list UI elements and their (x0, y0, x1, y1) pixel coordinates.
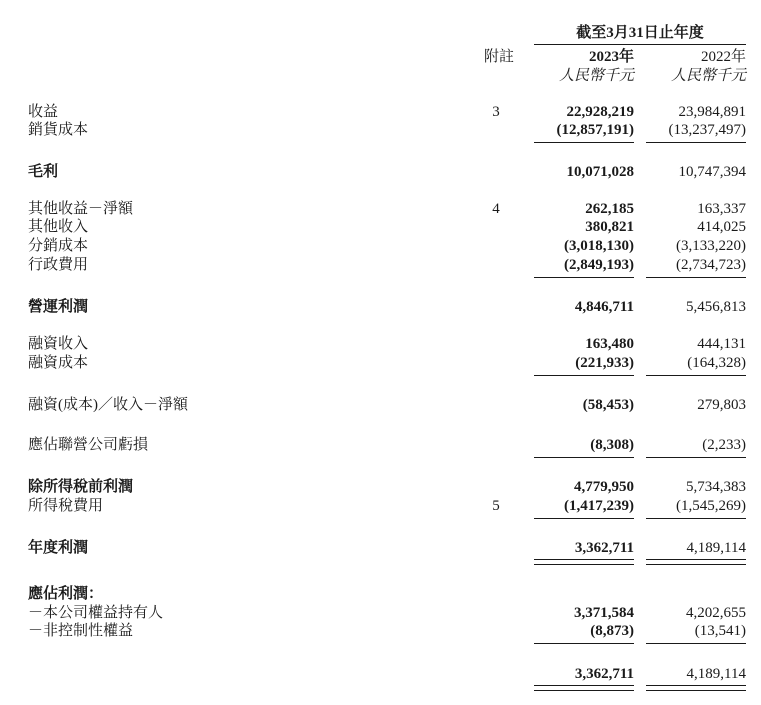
value-prior-nci: (13,541) (694, 623, 746, 639)
row-label-finance-net: 融資(成本)／收入－淨額 (28, 397, 188, 413)
value-prior-operating-profit: 5,456,813 (686, 299, 746, 315)
value-current-tax: (1,417,239) (564, 498, 634, 514)
value-current-admin: (2,849,193) (564, 257, 634, 273)
value-current-owners: 3,371,584 (574, 605, 634, 621)
value-prior-pbt: 5,734,383 (686, 479, 746, 495)
value-prior-admin: (2,734,723) (676, 257, 746, 273)
subtotal-rule-prior (646, 277, 746, 278)
row-label-finance-costs: 融資成本 (28, 355, 89, 371)
row-label-operating-profit: 營運利潤 (28, 299, 89, 315)
value-prior-gross-profit: 10,747,394 (678, 164, 746, 180)
row-label-other-gains: 其他收益－淨額 (28, 201, 134, 217)
row-label-nci: －非控制性權益 (28, 623, 134, 639)
subtotal-rule-prior (646, 375, 746, 376)
row-note-revenue: 3 (492, 104, 500, 120)
value-current-other-gains: 262,185 (585, 201, 634, 217)
value-current-distribution: (3,018,130) (564, 238, 634, 254)
year-current-header: 2023年 (588, 49, 634, 65)
value-prior-cost-of-sales: (13,237,497) (668, 122, 746, 138)
value-prior-profit-year: 4,189,114 (686, 540, 746, 556)
value-prior-other-gains: 163,337 (697, 201, 746, 217)
value-current-profit-year: 3,362,711 (574, 540, 634, 556)
value-current-finance-costs: (221,933) (575, 355, 634, 371)
subtotal-rule-prior (646, 518, 746, 519)
value-prior-revenue: 23,984,891 (678, 104, 746, 120)
row-label-profit-year: 年度利潤 (28, 540, 89, 556)
value-prior-tax: (1,545,269) (676, 498, 746, 514)
value-current-nci: (8,873) (590, 623, 634, 639)
row-label-distribution: 分銷成本 (28, 238, 89, 254)
value-current-operating-profit: 4,846,711 (574, 299, 634, 315)
row-note-tax: 5 (492, 498, 500, 514)
subtotal-rule-current (534, 518, 634, 519)
header-rule (534, 44, 746, 45)
row-label-pbt: 除所得稅前利潤 (28, 479, 134, 495)
value-current-finance-income: 163,480 (585, 336, 634, 352)
value-current-total: 3,362,711 (574, 666, 634, 682)
value-prior-owners: 4,202,655 (686, 605, 746, 621)
value-current-finance-net: (58,453) (582, 397, 634, 413)
value-prior-total: 4,189,114 (686, 666, 746, 682)
total-double-rule-current (534, 685, 634, 691)
subtotal-rule-current (534, 375, 634, 376)
row-label-attributable: 應佔利潤： (28, 586, 104, 602)
total-double-rule-prior (646, 559, 746, 565)
value-current-gross-profit: 10,071,028 (566, 164, 634, 180)
row-note-other-gains: 4 (492, 201, 500, 217)
subtotal-rule-current (534, 643, 634, 644)
row-label-gross-profit: 毛利 (28, 164, 59, 180)
subtotal-rule-current (534, 277, 634, 278)
year-prior-header: 2022年 (700, 49, 746, 65)
row-label-cost-of-sales: 銷貨成本 (28, 122, 89, 138)
subtotal-rule-prior (646, 142, 746, 143)
value-current-other-income: 380,821 (585, 219, 634, 235)
subtotal-rule-current (534, 142, 634, 143)
row-label-revenue: 收益 (28, 104, 59, 120)
value-current-revenue: 22,928,219 (566, 104, 634, 120)
row-label-tax: 所得稅費用 (28, 498, 104, 514)
row-label-admin: 行政費用 (28, 257, 89, 273)
unit-current-header: 人民幣千元 (558, 68, 634, 84)
value-current-associate-loss: (8,308) (590, 437, 634, 453)
row-label-owners: －本公司權益持有人 (28, 605, 164, 621)
unit-prior-header: 人民幣千元 (670, 68, 746, 84)
value-prior-finance-net: 279,803 (697, 397, 746, 413)
row-label-finance-income: 融資收入 (28, 336, 89, 352)
row-label-associate-loss: 應佔聯營公司虧損 (28, 437, 149, 453)
value-prior-distribution: (3,133,220) (676, 238, 746, 254)
value-prior-finance-income: 444,131 (697, 336, 746, 352)
period-heading: 截至3月31日止年度 (576, 25, 704, 41)
value-prior-associate-loss: (2,233) (702, 437, 746, 453)
value-prior-other-income: 414,025 (697, 219, 746, 235)
value-prior-finance-costs: (164,328) (687, 355, 746, 371)
subtotal-rule-prior (646, 643, 746, 644)
total-double-rule-current (534, 559, 634, 565)
value-current-cost-of-sales: (12,857,191) (556, 122, 634, 138)
row-label-other-income: 其他收入 (28, 219, 89, 235)
subtotal-rule-current (534, 457, 634, 458)
subtotal-rule-prior (646, 457, 746, 458)
total-double-rule-prior (646, 685, 746, 691)
note-column-header: 附註 (484, 49, 515, 65)
value-current-pbt: 4,779,950 (574, 479, 634, 495)
